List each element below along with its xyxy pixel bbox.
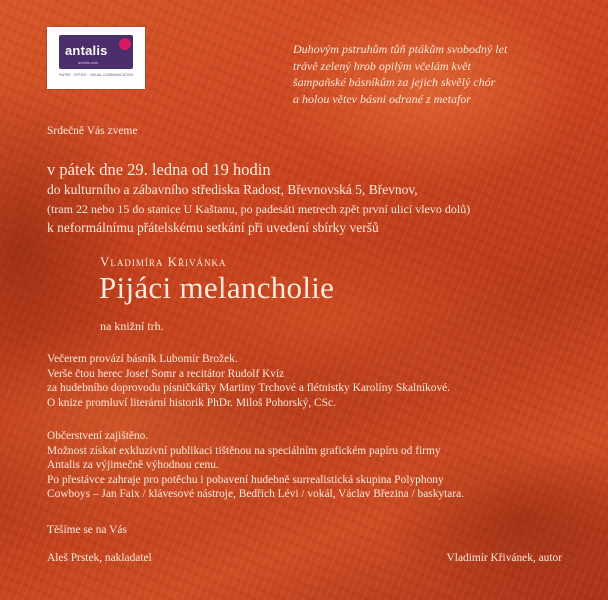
poem-line: Duhovým pstruhům tůň ptákům svobodný let	[293, 42, 508, 56]
book-title: Pijáci melancholie	[99, 270, 335, 305]
poem-line: šampaňské básníkům za jejich skvělý chór	[293, 75, 496, 90]
program-line: Večerem provází básník Lubomír Brožek.	[47, 353, 238, 365]
signature-author: Vladimír Křivánek, autor	[446, 552, 562, 564]
program-section	[47, 352, 450, 410]
book-author: Vladimíra Křivánka	[100, 254, 227, 269]
event-datetime: v pátek dne 29. ledna od 19 hodin	[47, 160, 271, 179]
poem-line: a holou větev básni odrané z metafor	[293, 91, 471, 106]
extras-line: Po přestávce zahraje pro potěchu i pobavení hudebně surrealistická skupina Polyphony	[47, 473, 444, 486]
logo-tagline: PAPER · OFFICE · VISUAL COMMUNICATION	[59, 73, 133, 77]
event-transport: (tram 22 nebo 15 do stanice U Kaštanu, po padesáti metrech zpět první ulicí vlevo dolů)	[47, 202, 471, 216]
event-venue: do kulturního a zábavního střediska Radost, Břevnovská 5, Břevnov,	[47, 182, 418, 197]
event-purpose: k neformálnímu přátelskému setkání při uvedení sbírky veršů	[47, 220, 379, 235]
logo-dot-icon	[119, 38, 131, 50]
antalis-logo	[47, 27, 145, 89]
poem-epigraph	[293, 41, 507, 107]
extras-line: Cowboys – Jan Faix / klávesové nástroje, Bedřich Lévi / vokál, Václav Březina / baskytara.	[47, 488, 465, 501]
logo-wordmark: antalis	[65, 43, 108, 58]
program-line: Verše čtou herec Josef Somr a recitátor Rudolf Kvíz	[47, 367, 285, 380]
book-suffix: na knižní trh.	[100, 319, 164, 333]
extras-line: Možnost získat exkluzivní publikaci tištěnou na speciálním grafickém papíru od firmy	[47, 444, 441, 457]
poem-line: trávě zelený hrob opilým včelám květ	[293, 58, 471, 73]
logo-subbrand: antalis.com	[78, 60, 99, 65]
extras-line: Občerstvení zajištěno.	[47, 430, 149, 442]
extras-section	[47, 429, 464, 502]
extras-line: Antalis za výjimečně výhodnou cenu.	[47, 459, 219, 472]
closing: Těšíme se na Vás	[47, 524, 127, 536]
signature-publisher: Aleš Prstek, nakladatel	[47, 552, 152, 564]
greeting: Srdečně Vás zveme	[47, 125, 138, 137]
program-line: za hudebního doprovodu písničkářky Martiny Trchové a flétnistky Karolíny Skalníkové.	[47, 382, 451, 395]
program-line: O knize promluví literární historik PhDr. Miloš Pohorský, CSc.	[47, 396, 336, 409]
